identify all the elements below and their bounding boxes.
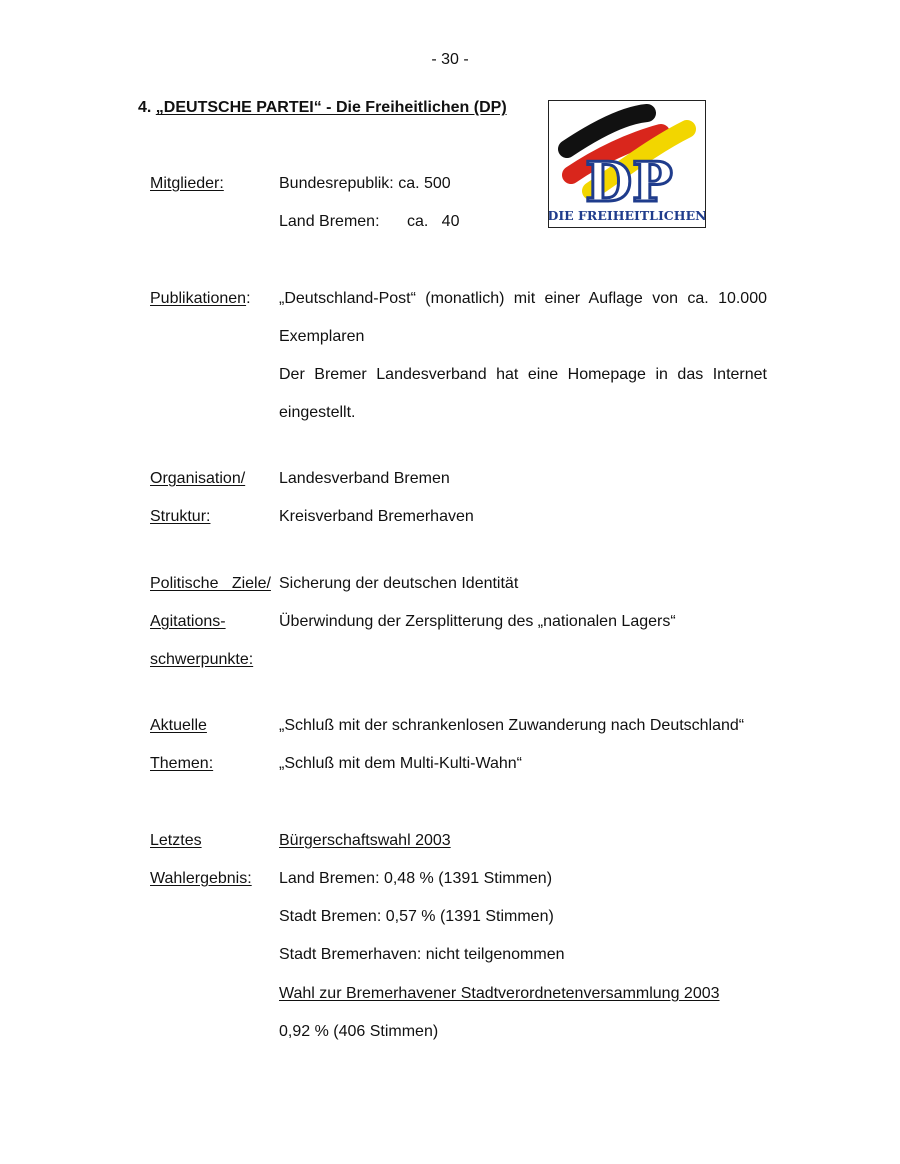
dp-logo-caption: DIE FREIHEITLICHEN xyxy=(549,208,705,223)
goals-label-1: Politische Ziele/ xyxy=(150,575,271,592)
organisation-line-1: Landesverband Bremen xyxy=(279,470,450,487)
goals-label-2: Agitations- xyxy=(150,613,226,630)
publications-line-3: Der Bremer Landesverband hat eine Homepage in das Internet xyxy=(279,366,767,383)
organisation-line-2: Kreisverband Bremerhaven xyxy=(279,508,474,525)
publications-line-1: „Deutschland-Post“ (monatlich) mit einer Auflage von ca. 10.000 xyxy=(279,290,767,307)
dp-party-logo xyxy=(548,100,706,228)
dp-logo-graphic xyxy=(549,101,705,227)
dp-logo-letters: DP xyxy=(585,150,673,214)
publications-line-2: Exemplaren xyxy=(279,328,365,345)
members-bremen-value: ca. 40 xyxy=(407,213,460,230)
publications-label-text: Publikationen xyxy=(150,290,247,307)
election-label-1: Letztes xyxy=(150,832,202,849)
goals-line-1: Sicherung der deutschen Identität xyxy=(279,575,519,592)
election-line-3: Stadt Bremen: 0,57 % (1391 Stimmen) xyxy=(279,908,554,925)
members-bremen-label: Land Bremen: xyxy=(279,213,380,230)
publications-label-colon: : xyxy=(246,290,251,307)
election-line-6: 0,92 % (406 Stimmen) xyxy=(279,1023,439,1040)
goals-line-2: Überwindung der Zersplitterung des „nationalen Lagers“ xyxy=(279,613,676,630)
organisation-label-1: Organisation/ xyxy=(150,470,246,487)
topics-line-1: „Schluß mit der schrankenlosen Zuwanderung nach Deutschland“ xyxy=(279,717,745,734)
section-title: „DEUTSCHE PARTEI“ - Die Freiheitlichen (DP) xyxy=(155,99,507,116)
election-label-2: Wahlergebnis: xyxy=(150,870,252,887)
members-label: Mitglieder: xyxy=(150,175,224,192)
organisation-label-2: Struktur: xyxy=(150,508,211,525)
topics-label-2: Themen: xyxy=(150,755,214,772)
election-line-4: Stadt Bremerhaven: nicht teilgenommen xyxy=(279,946,565,963)
topics-line-2: „Schluß mit dem Multi-Kulti-Wahn“ xyxy=(279,755,523,772)
section-number: 4. xyxy=(138,99,152,116)
publications-label xyxy=(150,289,251,309)
goals-label-3: schwerpunkte: xyxy=(150,651,254,668)
election-line-1: Bürgerschaftswahl 2003 xyxy=(279,832,451,849)
election-line-2: Land Bremen: 0,48 % (1391 Stimmen) xyxy=(279,870,553,887)
members-federal: Bundesrepublik: ca. 500 xyxy=(279,175,451,192)
section-heading xyxy=(138,98,507,118)
topics-label-1: Aktuelle xyxy=(150,717,207,734)
election-line-5: Wahl zur Bremerhavener Stadtverordnetenversammlung 2003 xyxy=(279,985,720,1002)
publications-line-4: eingestellt. xyxy=(279,404,356,421)
page-number: - 30 - xyxy=(431,51,469,68)
